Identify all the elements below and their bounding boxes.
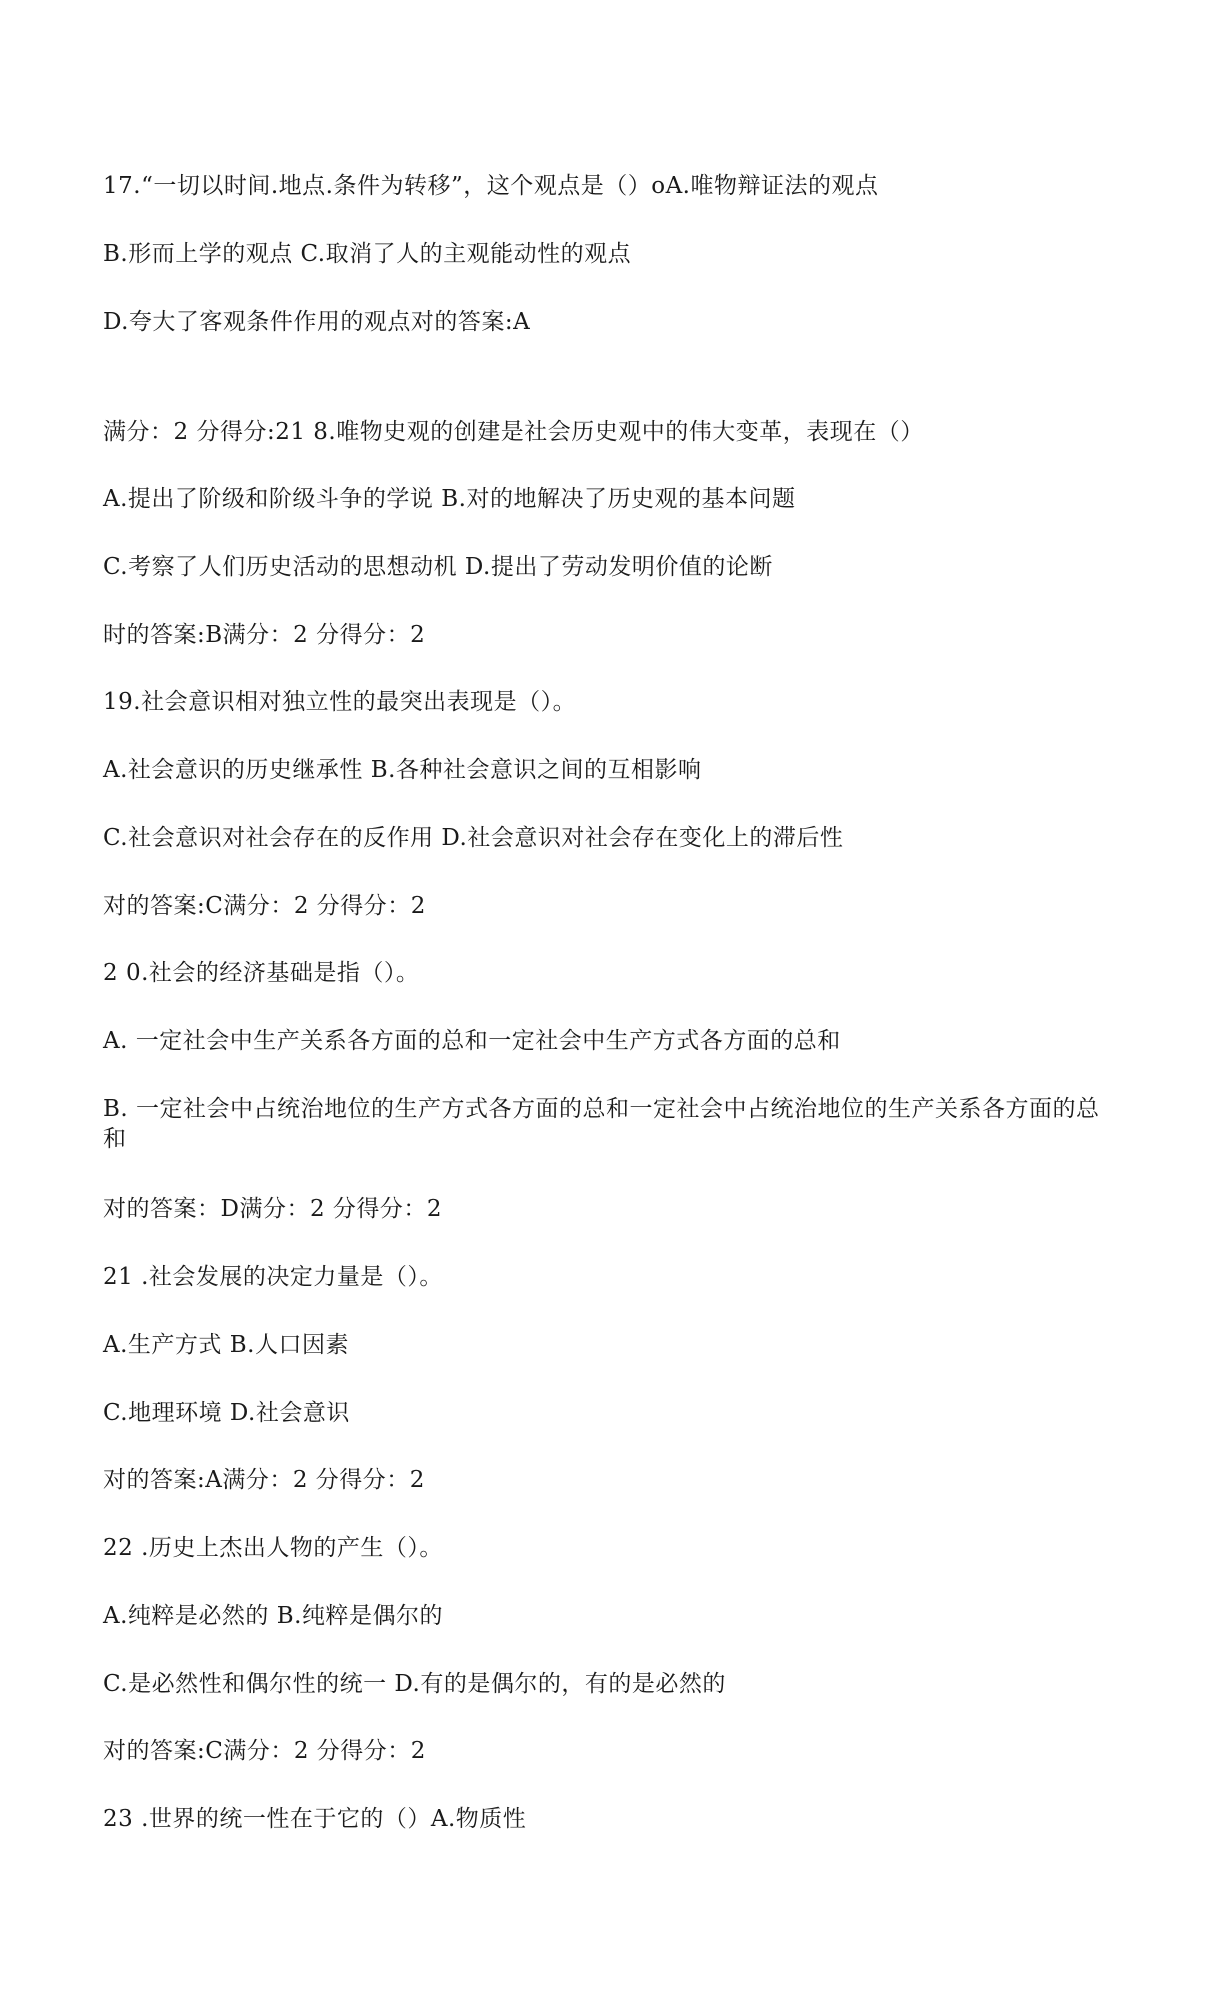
question-19-options-c-d: C.社会意识对社会存在的反作用 D.社会意识对社会存在变化上的滞后性 <box>103 825 844 851</box>
question-20-option-a: A. 一定社会中生产关系各方面的总和一定社会中生产方式各方面的总和 <box>103 1028 841 1054</box>
question-22-options-c-d: C.是必然性和偶尔性的统一 D.有的是偶尔的，有的是必然的 <box>103 1671 726 1697</box>
question-20-option-b: B. 一定社会中占统治地位的生产方式各方面的总和一定社会中占统治地位的生产关系各方面的总和 <box>103 1096 1100 1152</box>
question-21-options-a-b: A.生产方式 B.人口因素 <box>103 1332 349 1358</box>
question-19-answer: 对的答案:C满分：2 分得分：2 <box>103 893 426 919</box>
question-23-stem: 23 .世界的统一性在于它的（）A.物质性 <box>103 1806 527 1832</box>
question-18-stem: 满分：2 分得分:21 8.唯物史观的创建是社会历史观中的伟大变革，表现在（） <box>103 419 924 445</box>
question-21-answer: 对的答案:A满分：2 分得分：2 <box>103 1467 425 1493</box>
question-19-options-a-b: A.社会意识的历史继承性 B.各种社会意识之间的互相影响 <box>103 757 702 783</box>
question-17-stem: 17.“一切以时间.地点.条件为转移”，这个观点是（）oA.唯物辩证法的观点 <box>103 173 879 199</box>
question-17-option-d-answer: D.夸大了客观条件作用的观点对的答案:A <box>103 309 531 335</box>
question-21-stem: 21 .社会发展的决定力量是（）。 <box>103 1264 443 1290</box>
question-17-options-b-c: B.形而上学的观点 C.取消了人的主观能动性的观点 <box>103 241 632 267</box>
question-20-answer: 对的答案：D满分：2 分得分：2 <box>103 1196 443 1222</box>
question-22-options-a-b: A.纯粹是必然的 B.纯粹是偶尔的 <box>103 1603 443 1629</box>
question-18-options-a-b: A.提出了阶级和阶级斗争的学说 B.对的地解决了历史观的基本问题 <box>103 486 796 512</box>
question-21-options-c-d: C.地理环境 D.社会意识 <box>103 1400 350 1426</box>
question-18-options-c-d: C.考察了人们历史活动的思想动机 D.提出了劳动发明价值的论断 <box>103 554 773 580</box>
question-19-stem: 19.社会意识相对独立性的最突出表现是（）。 <box>103 689 577 715</box>
question-22-answer: 对的答案:C满分：2 分得分：2 <box>103 1738 426 1764</box>
question-22-stem: 22 .历史上杰出人物的产生（）。 <box>103 1535 443 1561</box>
question-18-answer: 时的答案:B满分：2 分得分：2 <box>103 622 426 648</box>
question-20-stem: 2 0.社会的经济基础是指（）。 <box>103 960 420 986</box>
